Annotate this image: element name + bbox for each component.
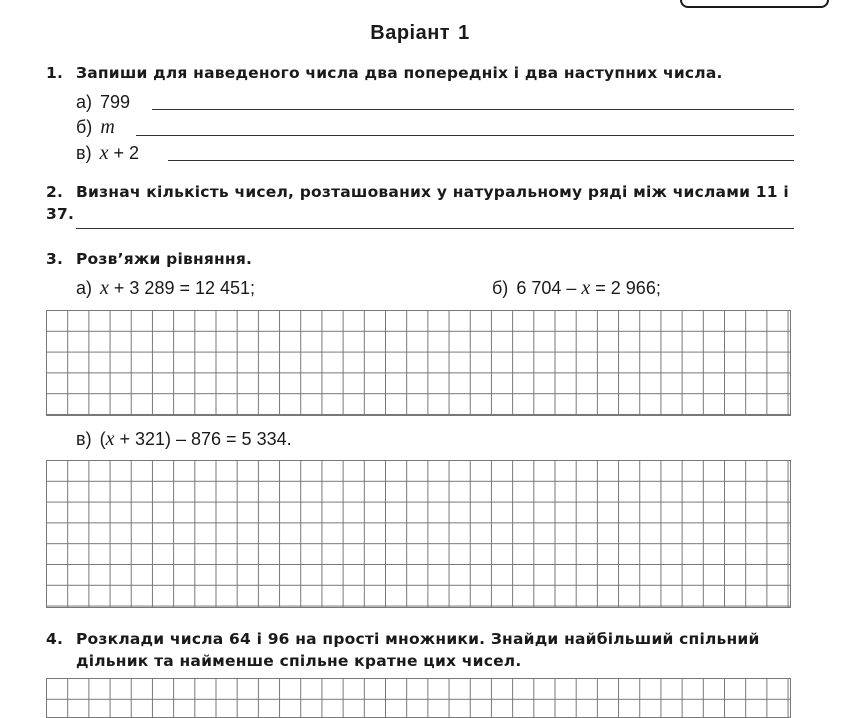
- equation-c: [76, 428, 292, 450]
- equation-b-rest: = 2 966;: [590, 278, 661, 298]
- equation-b-var: x: [581, 277, 591, 299]
- task-3-number: 3.: [46, 250, 64, 268]
- equation-c-rest: + 321) – 876 = 5 334.: [114, 429, 292, 449]
- equation-b-pre: 6 704 –: [516, 278, 582, 298]
- task-1-number: 1.: [46, 64, 64, 82]
- task-1-item-c: [76, 142, 139, 164]
- task-3-text: Розв’яжи рівняння.: [76, 250, 253, 268]
- task-1-item-a-value: 799: [100, 92, 131, 112]
- task-1-text: Запиши для наведеного числа два попередніх і два наступних числа.: [76, 64, 723, 82]
- task-2-text: Визнач кількість чисел, розташованих у натуральному ряді між числами 11 і 37.: [46, 183, 789, 223]
- equation-b-label: б): [492, 278, 509, 298]
- answer-line-1b[interactable]: [136, 135, 794, 136]
- task-4-text-line1: Розклади числа 64 і 96 на прості множники. Знайди найбільший спільний: [76, 630, 760, 648]
- equation-c-pre: (: [99, 429, 106, 449]
- task-4-number: 4.: [46, 630, 64, 648]
- equation-a-var: x: [100, 277, 109, 299]
- task-3-prompt: [46, 248, 796, 270]
- task-2-number: 2.: [46, 183, 64, 201]
- answer-grid-4[interactable]: [46, 678, 791, 718]
- task-4-text-line2: дільник та найменше спільне кратне цих чисел.: [76, 652, 522, 670]
- task-2-prompt: [46, 181, 796, 225]
- task-1-prompt: [46, 62, 796, 84]
- answer-line-1c[interactable]: [168, 160, 794, 161]
- task-1-item-b-value: m: [100, 116, 115, 138]
- title-label: Варіант: [370, 22, 451, 44]
- task-4-prompt-line2: [46, 650, 826, 672]
- task-1-item-c-rest: + 2: [108, 143, 139, 163]
- answer-line-1a[interactable]: [152, 109, 794, 110]
- equation-a-label: а): [76, 278, 93, 298]
- task-1-item-a-label: а): [76, 92, 93, 112]
- task-1-item-b-label: б): [76, 117, 93, 137]
- answer-line-2[interactable]: [76, 228, 794, 229]
- task-4-prompt: [46, 628, 796, 650]
- equation-c-label: в): [76, 429, 92, 449]
- task-1-item-c-var: x: [99, 142, 109, 164]
- task-1-item-c-label: в): [76, 143, 92, 163]
- equation-a-rest: + 3 289 = 12 451;: [108, 278, 256, 298]
- header-corner-box: [680, 0, 829, 8]
- equation-c-var: x: [105, 428, 115, 450]
- answer-grid-3c[interactable]: [46, 460, 791, 608]
- answer-grid-3ab[interactable]: [46, 310, 791, 416]
- page-title: [0, 22, 840, 45]
- variant-number: 1: [458, 22, 470, 44]
- task-1-item-b: [76, 116, 115, 138]
- task-1-item-a: [76, 91, 130, 113]
- equation-b: [492, 277, 661, 299]
- equation-a: [76, 277, 255, 299]
